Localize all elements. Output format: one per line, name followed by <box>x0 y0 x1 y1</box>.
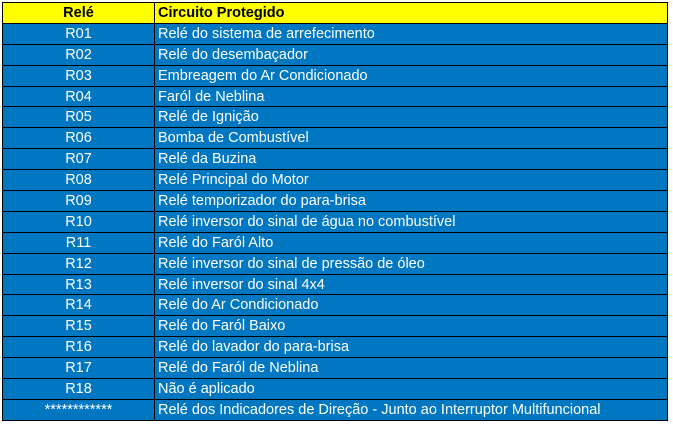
protected-circuit: Relé inversor do sinal de água no combustível <box>155 211 668 232</box>
protected-circuit: Relé da Buzina <box>155 149 668 170</box>
table-row <box>3 107 668 128</box>
protected-circuit: Relé do Faról de Neblina <box>155 358 668 379</box>
table-row <box>3 86 668 107</box>
table-header <box>3 3 668 24</box>
table-row <box>3 295 668 316</box>
protected-circuit: Relé Principal do Motor <box>155 170 668 191</box>
relay-code: R07 <box>3 149 155 170</box>
table-row <box>3 149 668 170</box>
table-body <box>3 23 668 420</box>
table-row <box>3 316 668 337</box>
protected-circuit: Não é aplicado <box>155 379 668 400</box>
relay-table-container <box>2 2 667 421</box>
table-row <box>3 191 668 212</box>
table-row <box>3 337 668 358</box>
table-row <box>3 399 668 420</box>
table-row <box>3 23 668 44</box>
relay-code: R11 <box>3 232 155 253</box>
relay-code: R09 <box>3 191 155 212</box>
relay-code: R15 <box>3 316 155 337</box>
protected-circuit: Relé do lavador do para-brisa <box>155 337 668 358</box>
relay-table <box>2 2 668 421</box>
table-row <box>3 379 668 400</box>
table-row <box>3 211 668 232</box>
relay-code: R05 <box>3 107 155 128</box>
relay-code: R04 <box>3 86 155 107</box>
table-row <box>3 44 668 65</box>
relay-code: R14 <box>3 295 155 316</box>
protected-circuit: Relé inversor do sinal de pressão de óleo <box>155 253 668 274</box>
table-row <box>3 358 668 379</box>
protected-circuit: Embreagem do Ar Condicionado <box>155 65 668 86</box>
header-rele: Relé <box>3 3 155 24</box>
table-row <box>3 170 668 191</box>
protected-circuit: Relé inversor do sinal 4x4 <box>155 274 668 295</box>
header-circuito-protegido: Circuito Protegido <box>155 3 668 24</box>
protected-circuit: Relé do sistema de arrefecimento <box>155 23 668 44</box>
relay-code: R12 <box>3 253 155 274</box>
table-row <box>3 253 668 274</box>
table-row <box>3 128 668 149</box>
protected-circuit: Relé do Faról Alto <box>155 232 668 253</box>
relay-code: R02 <box>3 44 155 65</box>
table-row <box>3 232 668 253</box>
relay-code: R16 <box>3 337 155 358</box>
table-row <box>3 65 668 86</box>
relay-code: R08 <box>3 170 155 191</box>
protected-circuit: Relé dos Indicadores de Direção - Junto ao Interruptor Multifuncional <box>155 399 668 420</box>
protected-circuit: Relé do Faról Baixo <box>155 316 668 337</box>
relay-code: R06 <box>3 128 155 149</box>
protected-circuit: Faról de Neblina <box>155 86 668 107</box>
relay-code: R13 <box>3 274 155 295</box>
relay-code: R03 <box>3 65 155 86</box>
relay-code: R01 <box>3 23 155 44</box>
relay-code: R10 <box>3 211 155 232</box>
relay-code: R17 <box>3 358 155 379</box>
relay-code: ************ <box>3 399 155 420</box>
protected-circuit: Relé temporizador do para-brisa <box>155 191 668 212</box>
relay-code: R18 <box>3 379 155 400</box>
table-row <box>3 274 668 295</box>
protected-circuit: Relé de Ignição <box>155 107 668 128</box>
header-row <box>3 3 668 24</box>
protected-circuit: Relé do Ar Condicionado <box>155 295 668 316</box>
protected-circuit: Bomba de Combustível <box>155 128 668 149</box>
protected-circuit: Relé do desembaçador <box>155 44 668 65</box>
